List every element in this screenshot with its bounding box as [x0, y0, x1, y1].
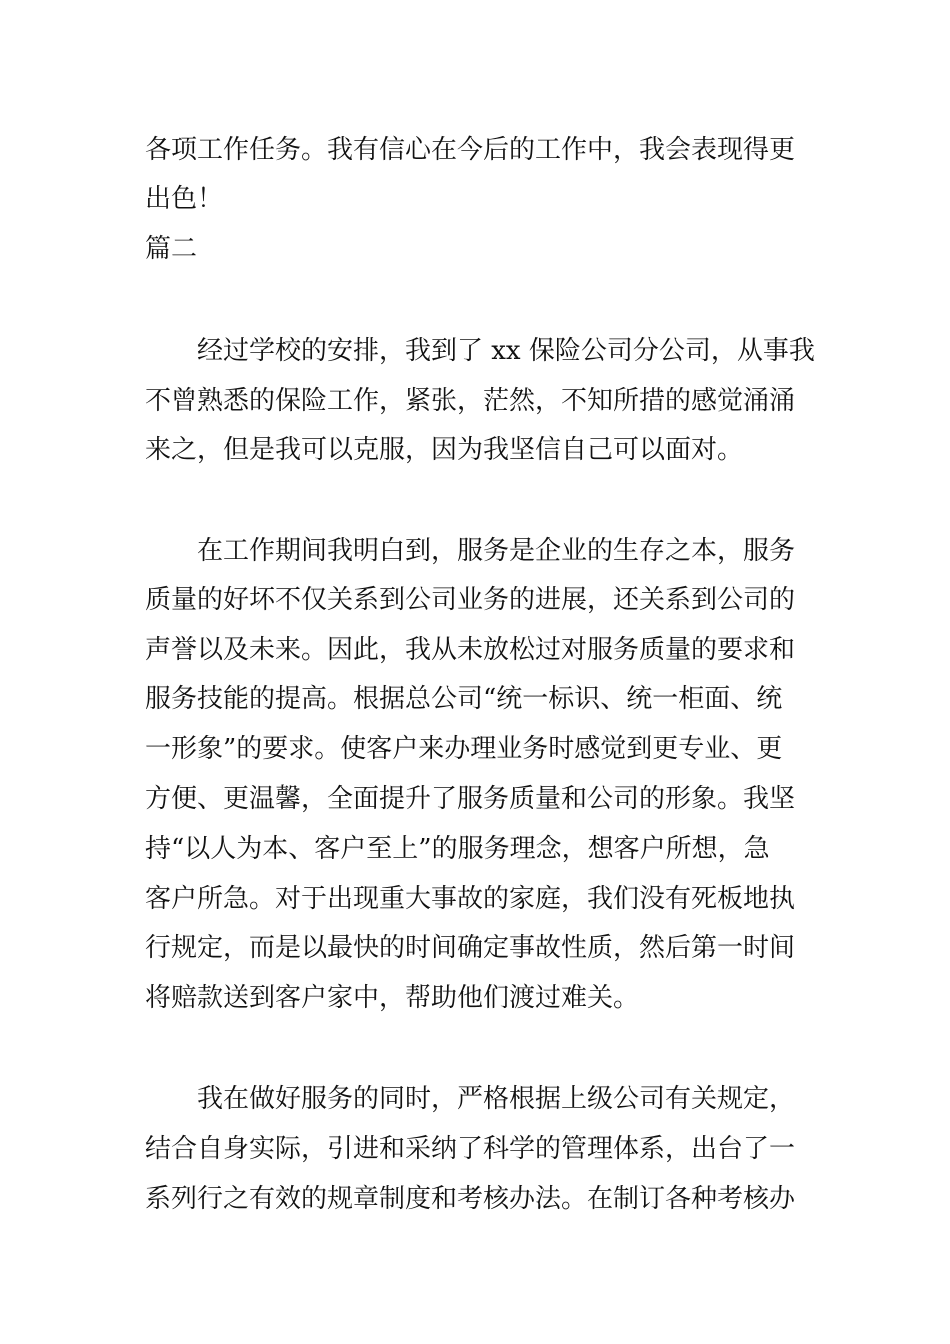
text-line: 持“以人为本、客户至上”的服务理念，想客户所想，急	[145, 834, 770, 864]
section-heading: 篇二	[145, 234, 198, 264]
text-line: 声誉以及未来。因此，我从未放松过对服务质量的要求和	[145, 635, 796, 665]
text-line: 各项工作任务。我有信心在今后的工作中，我会表现得更	[145, 135, 796, 165]
text-line: 结合自身实际，引进和采纳了科学的管理体系，出台了一	[145, 1134, 796, 1164]
text-line: 来之，但是我可以克服，因为我坚信自己可以面对。	[145, 435, 744, 465]
text-line: 行规定，而是以最快的时间确定事故性质，然后第一时间	[145, 933, 796, 963]
text-line: 方便、更温馨，全面提升了服务质量和公司的形象。我坚	[145, 784, 796, 814]
text-line: 质量的好坏不仅关系到公司业务的进展，还关系到公司的	[145, 585, 796, 615]
paragraph-first-line: 在工作期间我明白到，服务是企业的生存之本，服务	[197, 536, 796, 566]
paragraph-first-line: 经过学校的安排，我到了 xx 保险公司分公司，从事我	[197, 336, 815, 366]
text-line: 客户所急。对于出现重大事故的家庭，我们没有死板地执	[145, 884, 796, 914]
text-line: 将赔款送到客户家中，帮助他们渡过难关。	[145, 983, 640, 1013]
text-line: 不曾熟悉的保险工作，紧张，茫然，不知所措的感觉涌涌	[145, 386, 796, 416]
text-line: 出色！	[145, 184, 224, 214]
paragraph-first-line: 我在做好服务的同时，严格根据上级公司有关规定，	[197, 1084, 796, 1114]
text-line: 系列行之有效的规章制度和考核办法。在制订各种考核办	[145, 1184, 796, 1214]
text-line: 服务技能的提高。根据总公司“统一标识、统一柜面、统	[145, 684, 783, 714]
text-line: 一形象”的要求。使客户来办理业务时感觉到更专业、更	[145, 734, 783, 764]
